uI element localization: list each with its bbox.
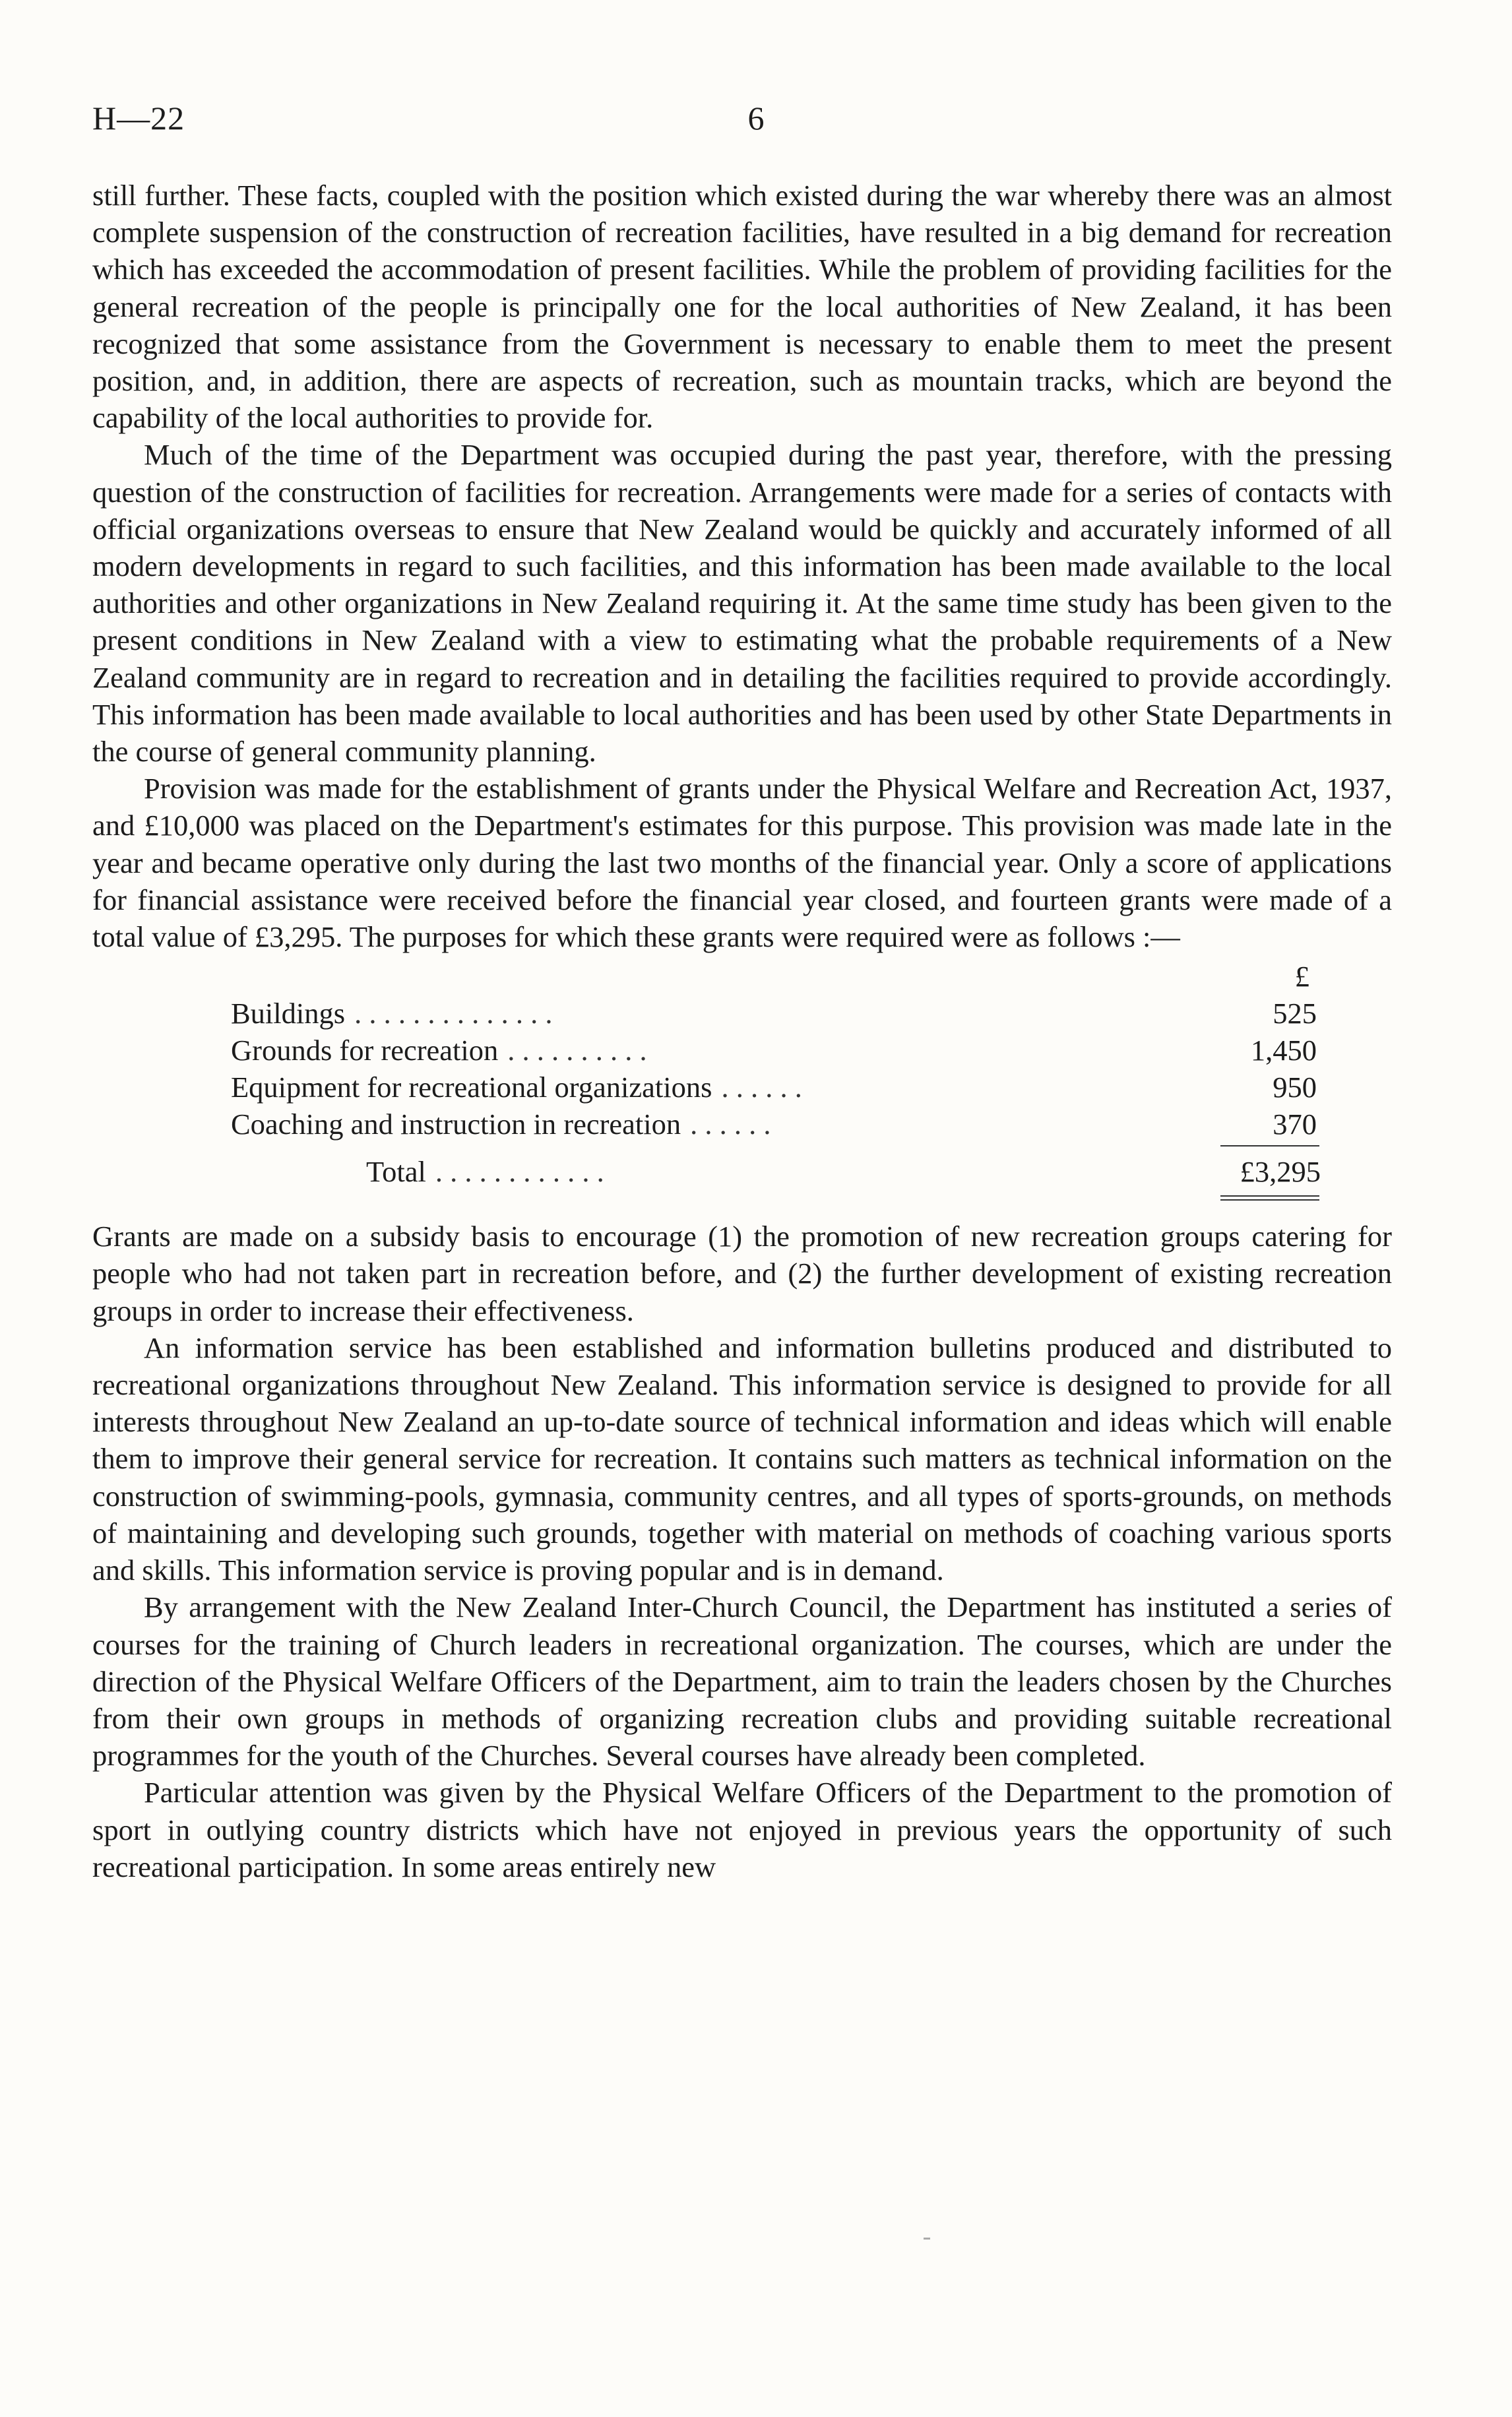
body-text [92,177,1392,1885]
row-label: Equipment for recreational organizations [231,1071,712,1104]
subtotal-rule [1220,1145,1319,1153]
paragraph-facilities: Much of the time of the Department was occupied during the past year, therefore, with the pressing question of the construction of facilities for recreation. Arrangements were made for a series of contacts with official organizations overseas to ensure that New Zealand would be quickly and accurately informed of all modern developments in regard to such facilities, and this information has been made available to the local authorities and other organizations in New Zealand requiring it. At the same time study has been given to the present conditions in New Zealand with a view to estimating what the probable requirements of a New Zealand community are in regard to recreation and in detailing the facilities required to provide accordingly. This information has been made available to local authorities and has been used by other State Departments in the course of general community planning. [92,438,1392,769]
currency-unit: £ [1294,960,1309,993]
leader-dots: . . . . . . . . . . . . [435,1155,604,1189]
paragraph-country-districts: Particular attention was given by the Physical Welfare Officers of the Department to the promotion of sport in outlying country districts which have not enjoyed in previous years the opportunity of such recreational participation. In some areas entirely new [92,1776,1392,1883]
print-speck [924,2238,930,2240]
total-row [92,1153,1392,1190]
paragraph-information-service: An information service has been established and information bulletins produced and distributed to recreational organizations throughout New Zealand. This information service is designed to provide for all interests throughout New Zealand an up-to-date source of technical information and ideas which will enable them to improve their general service for recreation. It contains such matters as technical information on the construction of swimming-pools, gymnasia, community centres, and all types of sports-grounds, on methods of maintaining and developing such grounds, together with material on methods of coaching various sports and skills. This information service is proving popular and is in demand. [92,1331,1392,1587]
row-value: 370 [1273,1108,1317,1141]
table-row [92,1069,1392,1106]
paragraph-continuation: still further. These facts, coupled with the position which existed during the war whereby there was an almost complete suspension of the construction of recreation facilities, have resulted in a big demand for recreation which has exceeded the accommodation of present facilities. While the problem of providing facilities for the general recreation of the people is principally one for the local authorities of New Zealand, it has been recognized that some assistance from the Government is necessary to enable them to meet the present position, and, in addition, there are aspects of recreation, such as mountain tracks, which are beyond the capability of the local authorities to provide for. [92,179,1392,435]
document-reference: H—22 [92,100,185,137]
total-value: £3,295 [1240,1155,1321,1189]
page-number: 6 [747,100,765,137]
table-row [92,1106,1392,1143]
paragraph-subsidy: Grants are made on a subsidy basis to encourage (1) the promotion of new recreation groups catering for people who had not taken part in recreation before, and (2) the further development of existing recreation groups in order to increase their effectiveness. [92,1220,1392,1327]
table-row [92,995,1392,1032]
leader-dots: . . . . . . [721,1071,802,1104]
leader-dots: . . . . . . [690,1108,771,1141]
row-value: 525 [1273,997,1317,1030]
page-header [92,99,1420,145]
grants-table [92,958,1392,1201]
leader-dots: . . . . . . . . . . [507,1034,647,1067]
leader-dots: . . . . . . . . . . . . . . [354,997,553,1030]
total-double-rule [1220,1195,1319,1201]
paragraph-church-courses: By arrangement with the New Zealand Inter-Church Council, the Department has instituted a series of courses for the training of Church leaders in recreational organization. The courses, which are under the direction of the Physical Welfare Officers of the Department, aim to train the leaders chosen by the Churches from their own groups in methods of organizing recreation clubs and providing suitable recreational programmes for the youth of the Churches. Several courses have already been completed. [92,1590,1392,1773]
table-row [92,1032,1392,1069]
row-value: 1,450 [1250,1034,1317,1067]
total-label: Total [366,1155,426,1189]
row-value: 950 [1273,1071,1317,1104]
row-label: Buildings [231,997,346,1030]
row-label: Grounds for recreation [231,1034,499,1067]
row-label: Coaching and instruction in recreation [231,1108,681,1141]
paragraph-grants: Provision was made for the establishment of grants under the Physical Welfare and Recreation Act, 1937, and £10,000 was placed on the Department's estimates for this purpose. This provision was made late in the year and became operative only during the last two months of the financial year. Only a score of applications for financial assistance were received before the financial year closed, and fourteen grants were made of a total value of £3,295. The purposes for which these grants were required were as follows :— [92,772,1392,954]
